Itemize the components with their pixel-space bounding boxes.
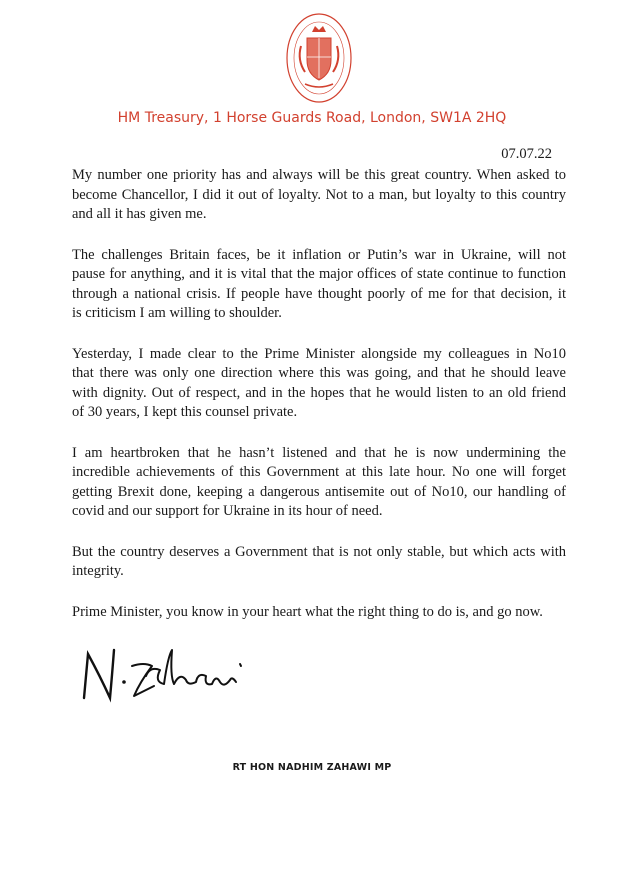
letter-date: 07.07.22: [501, 146, 552, 162]
paragraph-line: getting Brexit done, keeping a dangerous antisemite out of No10, our handling of: [72, 483, 566, 500]
signatory-name: RT HON NADHIM ZAHAWI MP: [232, 762, 392, 773]
paragraph-line: is criticism I am willing to shoulder.: [72, 305, 282, 321]
letter-body: [72, 166, 566, 643]
paragraph-line: with dignity. Out of respect, and in the hopes that he would listen to an old friend: [72, 384, 566, 401]
paragraph-line: Yesterday, I made clear to the Prime Minister alongside my colleagues in No10: [72, 345, 566, 362]
paragraph-line: incredible achievements of this Government at this late hour. No one will forget: [72, 464, 566, 480]
letter-paragraph: [72, 246, 566, 324]
paragraph-line: become Chancellor, I did it out of loyalty. Not to a man, but loyalty to this country: [72, 186, 566, 203]
chancellor-seal-logo: [285, 12, 353, 104]
paragraph-line: and all it has given me.: [72, 206, 207, 222]
paragraph-line: of 30 years, I kept this counsel private.: [72, 404, 298, 420]
paragraph-line: integrity.: [72, 563, 124, 579]
paragraph-line: pause for anything, and it is vital that the major offices of state continue to function: [72, 266, 566, 282]
paragraph-line: My number one priority has and always will be this great country. When asked to: [72, 167, 566, 183]
letter-paragraph: [72, 543, 566, 582]
letter-paragraph: [72, 444, 566, 522]
letter-paragraph: [72, 603, 566, 623]
paragraph-line: But the country deserves a Government that is not only stable, but which acts with: [72, 543, 566, 560]
paragraph-line: that there was only one direction where this was going, and that he should leave: [72, 365, 566, 381]
letterhead-address: HM Treasury, 1 Horse Guards Road, London, SW1A 2HQ: [117, 110, 507, 126]
paragraph-line: through a national crisis. If people have thought poorly of me for that decision, it: [72, 285, 566, 302]
handwritten-signature: [80, 636, 260, 716]
letter-paragraph: [72, 166, 566, 225]
letter-paragraph: [72, 345, 566, 423]
paragraph-line: The challenges Britain faces, be it inflation or Putin’s war in Ukraine, will not: [72, 246, 566, 263]
paragraph-line: I am heartbroken that he hasn’t listened and that he is now undermining the: [72, 444, 566, 461]
paragraph-line: covid and our support for Ukraine in its hour of need.: [72, 503, 383, 519]
paragraph-line: Prime Minister, you know in your heart what the right thing to do is, and go now.: [72, 603, 543, 620]
